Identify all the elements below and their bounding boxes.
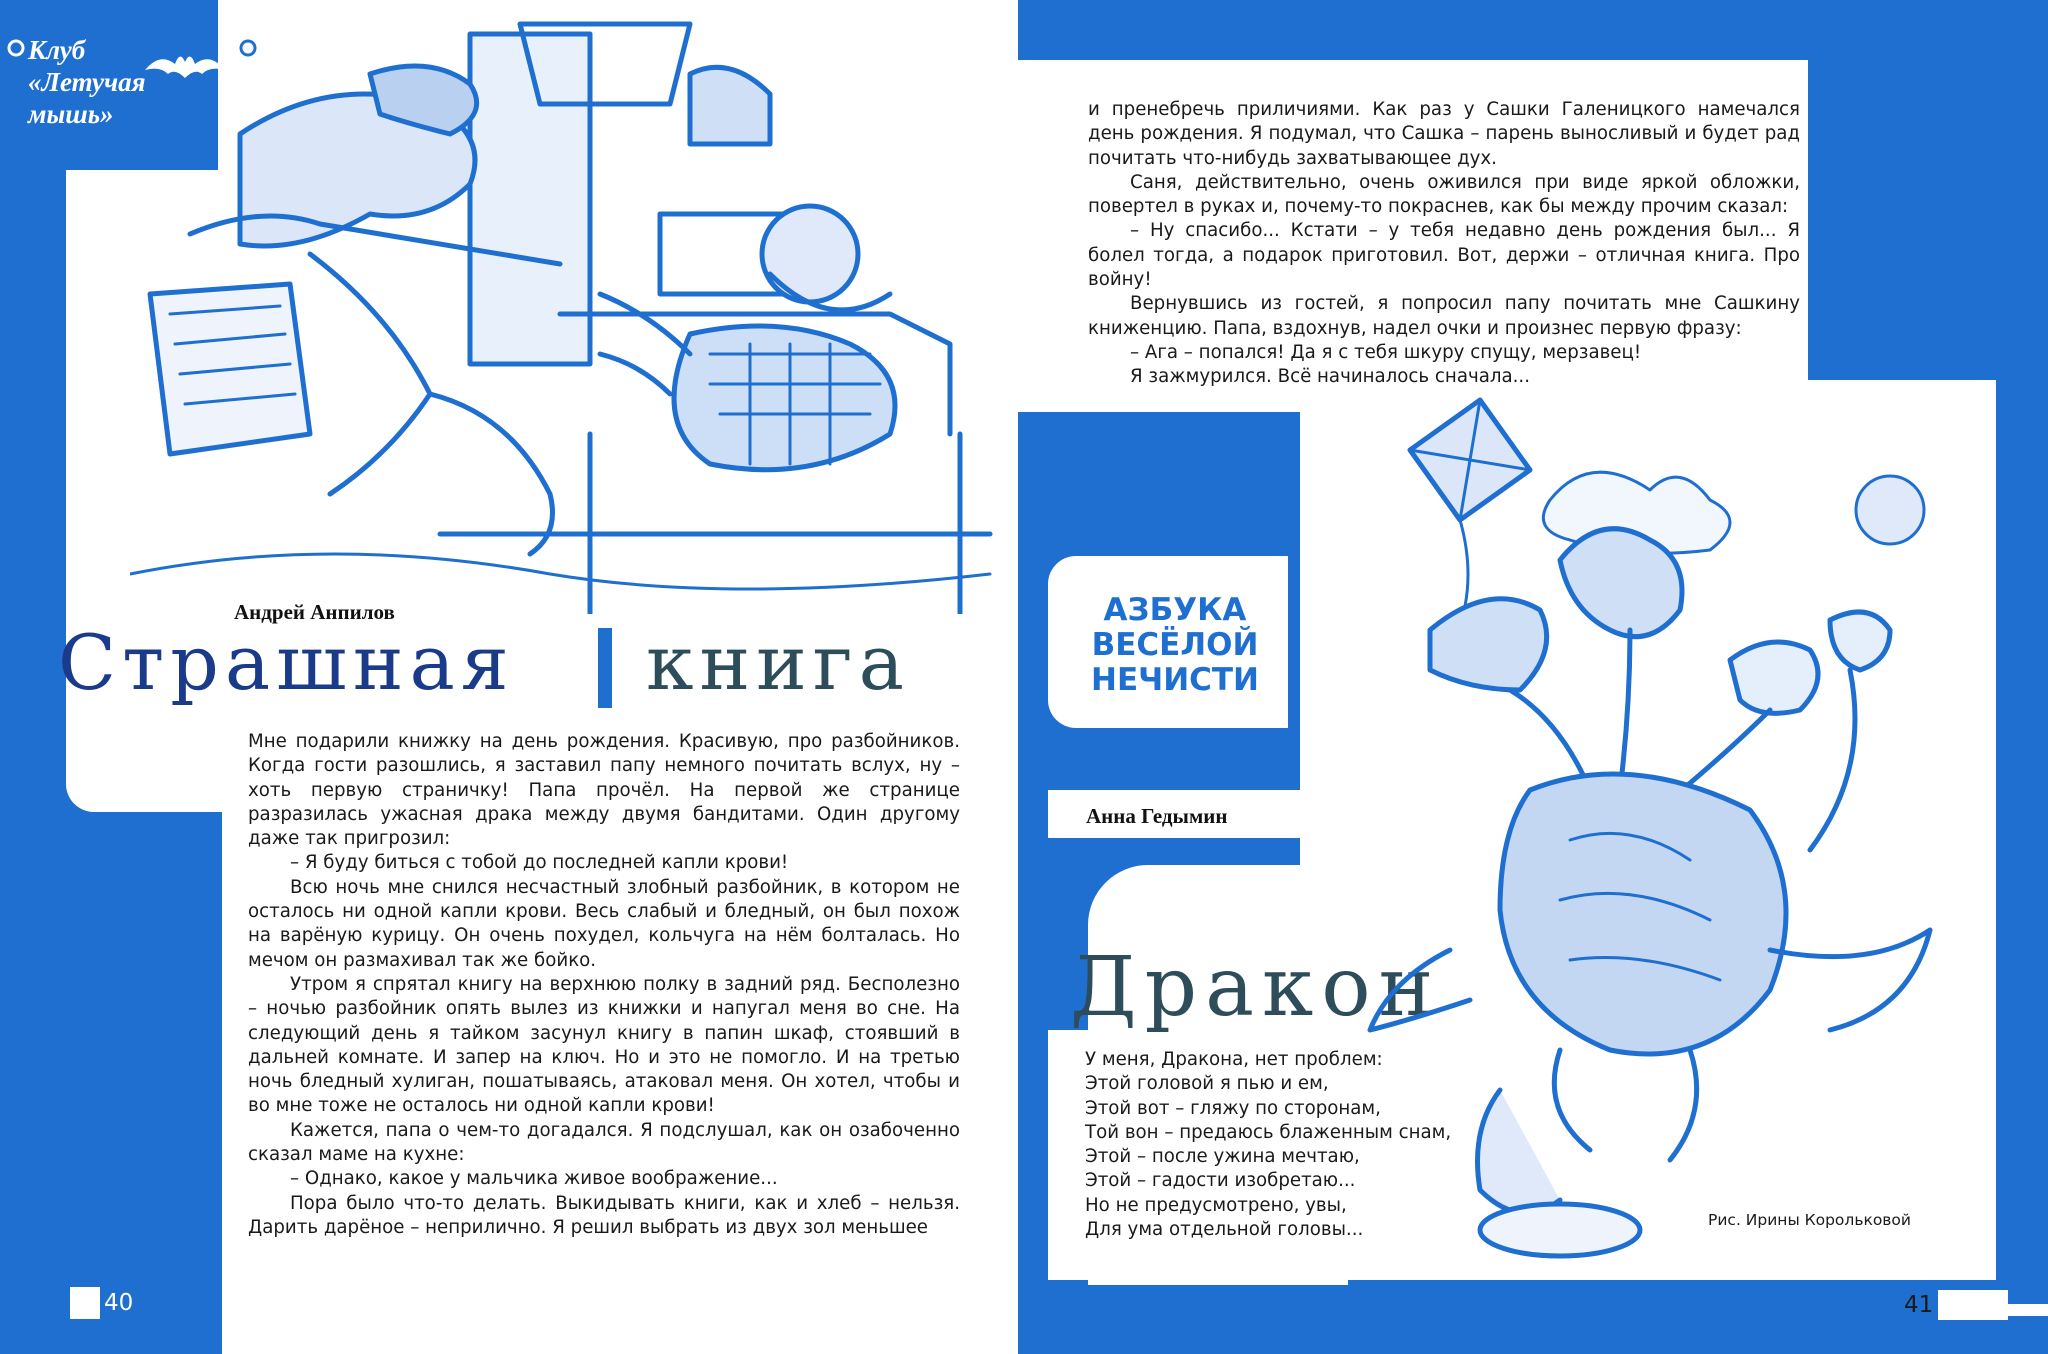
left-title-word-1: Страшная [58,618,515,707]
right-body-text [1088,98,1800,390]
poem-line: Этой головой я пью и ем, [1085,1073,1329,1095]
title-divider-bar [594,628,618,708]
club-label-line-2: «Летучая [28,67,146,97]
left-title-word-2: книга [646,618,910,707]
pin-icon [6,38,26,58]
left-page-number-box [70,1287,100,1319]
right-paragraph: Саня, действительно, очень оживился при виде яркой обложки, повертел в руках и, почему-то покраснев, как бы между прочим сказал: [1088,171,1800,218]
illustration-credit: Рис. Ирины Корольковой [1708,1211,1911,1229]
left-paragraph: Пора было что-то делать. Выкидывать книги, как и хлеб – нельзя. Дарить дарёное – неприлично. Я решил выбрать из двух зол меньшее [248,1192,960,1238]
right-author: Анна Гедымин [1086,804,1228,828]
section-title-line-1: АЗБУКА [1103,592,1247,628]
section-title [1070,593,1280,698]
left-paragraph: Мне подарили книжку на день рождения. Красивую, про разбойников. Когда гости разошлись, я заставил папу немного почитать вслух, ну – хоть первую страничку! Папа прочёл. На первой же странице разразилась ужасная драка между двумя бандитами. Один другому даже так пригрозил: [248,731,960,850]
right-paragraph: – Ага – попался! Да я с тебя шкуру спущу, мерзавец! [1130,341,1642,363]
left-paragraph: Кажется, папа о чем-то догадался. Я подслушал, как он озабоченно сказал маме на кухне: [248,1119,960,1166]
right-page-number-bar [1960,1304,2048,1316]
right-blue-right-band [1808,0,2048,380]
left-body-text [248,730,960,1240]
club-label-line-3: мышь» [28,99,114,129]
left-page-number: 40 [104,1290,134,1316]
right-page-number: 41 [1904,1292,1934,1318]
right-paragraph: Вернувшись из гостей, я попросил папу почитать мне Сашкину книженцию. Папа, вздохнув, надел очки и произнес первую фразу: [1088,293,1800,339]
club-label [28,34,146,130]
right-blue-lower [1018,1280,2048,1354]
left-paragraph: Всю ночь мне снился несчастный злобный разбойник, в котором не осталось ни одной капли крови. Весь слабый и бледный, он был похож на варёную курицу. Он очень похудел, кольчуга на нём болталась. Но мечом он размахивал так же бойко. [248,876,960,971]
poem-line: Для ума отдельной головы... [1085,1219,1364,1241]
poem-line: Но не предусмотрено, увы, [1085,1194,1347,1216]
left-blue-fill [0,812,222,1354]
right-paragraph: Я зажмурился. Всё начиналось сначала... [1130,366,1530,388]
poem-line: Той вон – предаюсь блаженным снам, [1085,1121,1452,1143]
poem-line: Этой – гадости изобретаю... [1085,1170,1356,1192]
bandit-illustration [130,14,1000,614]
right-paragraph: и пренебречь приличиями. Как раз у Сашки Галеницкого намечался день рождения. Я подумал, что Сашка – парень выносливый и будет рад почитать что-нибудь захватывающее дух. [1088,99,1800,169]
poem-line: Этой – после ужина мечтаю, [1085,1146,1360,1168]
poem-line: У меня, Дракона, нет проблем: [1085,1049,1383,1070]
section-title-line-2: ВЕСЁЛОЙ [1091,627,1259,663]
section-title-line-3: НЕЧИСТИ [1091,662,1259,698]
right-blue-far-right [1996,380,2048,1354]
left-paragraph: – Я буду биться с тобой до последней капли крови! [290,852,789,874]
right-paragraph: – Ну спасибо... Кстати – у тебя недавно день рождения был... Я болел тогда, а подарок приготовил. Вот, держи – отличная книга. Про войну! [1088,220,1800,291]
left-author: Андрей Анпилов [234,600,395,624]
poem-line: Этой вот – гляжу по сторонам, [1085,1097,1381,1119]
club-label-line-1: Клуб [28,35,86,65]
poem [1085,1048,1451,1242]
left-paragraph: Утром я спрятал книгу на верхнюю полку в задний ряд. Бесполезно – ночью разбойник опять вылез из книжки и напугал меня во сне. На следующий день я тайком засунул книгу в папин шкаф, стоявший в дальней комнате. И запер на ключ. Но и это не помогло. И на третью ночь бледный хулиган, пошатываясь, атаковал меня. Он хотел, чтобы и во мне тоже не осталось ни одной капли крови! [248,973,960,1117]
poem-title: Дракон [1070,940,1442,1035]
left-paragraph: – Однако, какое у мальчика живое воображение... [290,1168,778,1190]
